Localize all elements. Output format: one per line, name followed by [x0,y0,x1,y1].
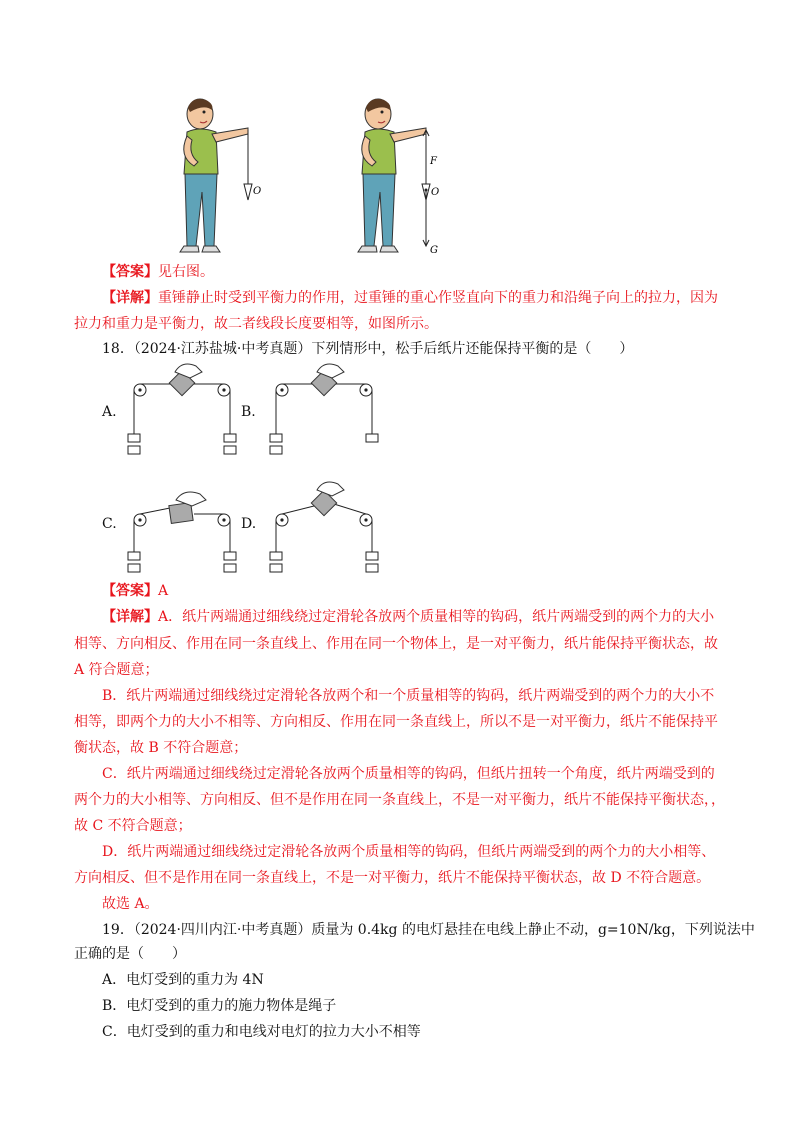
answer-tag: 【答案】 [102,583,158,599]
label-g: G [430,245,438,256]
q18-detail-c1: C．纸片两端通过细线绕过定滑轮各放两个质量相等的钩码，但纸片扭转一个角度，纸片两端受到的 [102,766,715,782]
q18-conclusion: 故选 A。 [102,896,159,912]
q18-stem: 18．（2024·江苏盐城·中考真题）下列情形中，松手后纸片还能保持平衡的是（ ） [102,341,634,357]
answer-text: 见右图。 [158,264,214,280]
option-label-c: C. [102,516,117,532]
q19-option-b: B．电灯受到的重力的施力物体是绳子 [102,998,337,1014]
q18-answer [102,581,168,601]
pulley-diagram-c [120,476,260,576]
option-label-d: D. [241,516,257,532]
q17-answer [102,262,214,282]
q18-detail-a2: 相等、方向相反、作用在同一条直线上、作用在同一个物体上，是一对平衡力，纸片能保持平衡状态，故 [74,636,718,652]
pulley-diagram-b [262,364,402,464]
detail-text: A．纸片两端通过细线绕过定滑轮各放两个质量相等的钩码，纸片两端受到的两个力的大小 [158,609,715,625]
q18-detail-c2: 两个力的大小相等、方向相反、但不是作用在同一条直线上，不是一对平衡力，纸片不能保持平衡状态，， [74,792,725,808]
option-label-b: B. [241,404,256,420]
q17-detail-line2: 拉力和重力是平衡力，故二者线段长度要相等，如图所示。 [74,316,438,332]
answer-tag: 【答案】 [102,264,158,280]
q18-detail-a3: A 符合题意； [74,662,159,678]
q18-detail-d1: D．纸片两端通过细线绕过定滑轮各放两个质量相等的钩码，但纸片两端受到的两个力的大小相等、 [102,844,716,860]
label-o-right: O [431,187,440,198]
q18-detail-b2: 相等，即两个力的大小不相等、方向相反、作用在同一条直线上，所以不是一对平衡力，纸片不能保持平 [74,714,718,730]
label-o-left: O [253,186,262,197]
q18-detail-d2: 方向相反、但不是作用在同一条直线上，不是一对平衡力，纸片不能保持平衡状态，故 D 不符合题意。 [74,870,711,886]
q17-detail-line1 [102,288,718,308]
q19-option-c: C．电灯受到的重力和电线对电灯的拉力大小不相等 [102,1024,421,1040]
option-label-a: A. [102,404,117,420]
label-f: F [430,156,437,167]
q18-detail-c3: 故 C 不符合题意； [74,818,192,834]
answer-text: A [158,583,169,599]
q18-detail-b3: 衡状态，故 B 不符合题意； [74,740,248,756]
q18-detail-a1 [102,607,714,627]
detail-text: 重锤静止时受到平衡力的作用，过重锤的重心作竖直向下的重力和沿绳子向上的拉力，因为 [158,290,718,306]
q19-option-a: A．电灯受到的重力为 4N [102,972,264,988]
detail-tag: 【详解】 [102,290,158,306]
pulley-diagram-a [120,364,260,464]
pulley-diagram-d [262,476,402,576]
detail-tag: 【详解】 [102,609,158,625]
q18-detail-b1: B．纸片两端通过细线绕过定滑轮各放两个和一个质量相等的钩码，纸片两端受到的两个力的大小不 [102,688,715,704]
q19-stem-line1: 19．（2024·四川内江·中考真题）质量为 0.4kg 的电灯悬挂在电线上静止不动，g=10N/kg，下列说法中 [102,922,755,938]
q19-stem-line2: 正确的是（ ） [74,946,186,962]
figure-boy-plumb-right [350,96,450,261]
figure-boy-plumb-left [172,96,272,261]
